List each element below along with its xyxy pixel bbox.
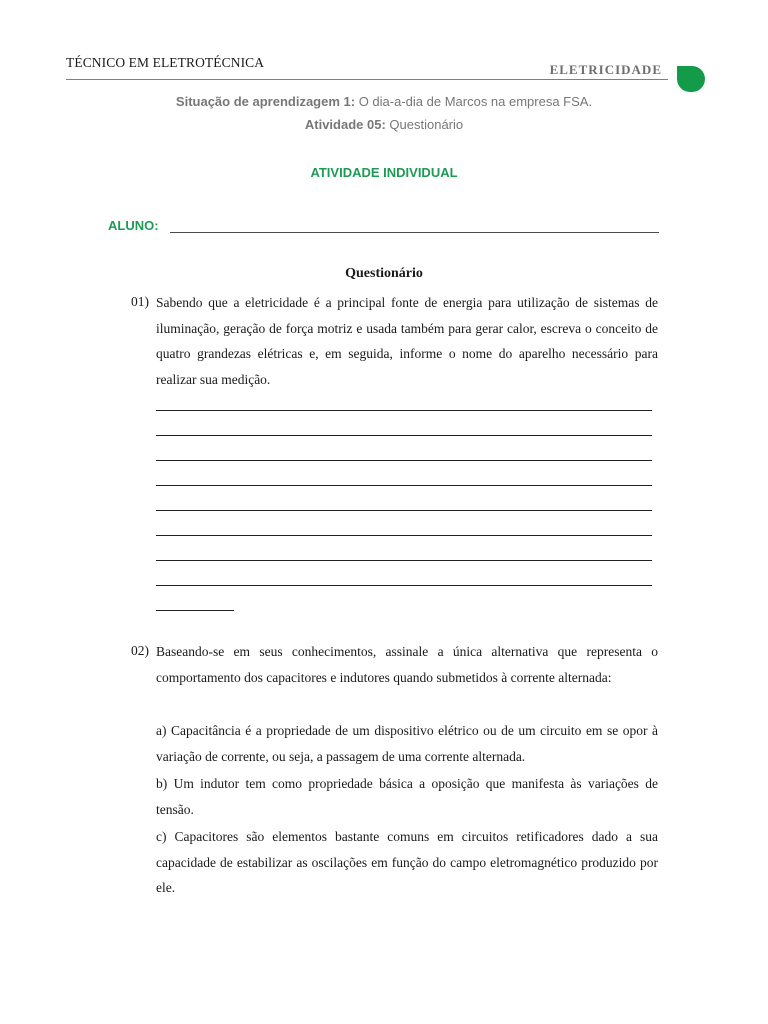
answer-line[interactable] — [156, 585, 652, 586]
q1-text: Sabendo que a eletricidade é a principal fonte de energia para utilização de sistemas de iluminação, geração de força motriz e usada também para gerar calor, escreva o conceito de quatro grandezas elétricas e, em seguida, informe o nome do aparelho necessário para realizar sua medição. — [156, 295, 658, 387]
answer-line[interactable] — [156, 535, 652, 536]
q2-option-a[interactable]: a) Capacitância é a propriedade de um dispositivo elétrico ou de um circuito em se opor à variação de corrente, ou seja, a passagem de uma corrente alternada. — [156, 723, 658, 764]
q2-text: Baseando-se em seus conhecimentos, assinale a única alternativa que representa o comportamento dos capacitores e indutores quando submetidos à corrente alternada: — [156, 644, 658, 685]
situation-text: O dia-a-dia de Marcos na empresa FSA. — [358, 94, 593, 109]
activity-label: Atividade 05: — [304, 117, 386, 132]
situation-label: Situação de aprendizagem 1: — [175, 94, 356, 109]
answer-line[interactable] — [156, 560, 652, 561]
q1-number: 01) — [131, 294, 149, 309]
answer-line-end[interactable] — [156, 610, 234, 611]
q2-option-c[interactable]: c) Capacitores são elementos bastante comuns em circuitos retificadores dado a sua capacidade de estabilizar as oscilações em função do campo eletromagnético produzido por ele. — [156, 829, 658, 895]
situation-line — [0, 94, 768, 109]
answer-line[interactable] — [156, 435, 652, 436]
q2-number: 02) — [131, 643, 149, 658]
student-name-field[interactable] — [170, 232, 659, 233]
activity-line — [0, 117, 768, 132]
subject-title: ELETRICIDADE — [549, 62, 662, 77]
course-title: TÉCNICO EM ELETROTÉCNICA — [66, 55, 265, 70]
individual-heading: ATIVIDADE INDIVIDUAL — [310, 165, 458, 180]
answer-line[interactable] — [156, 460, 652, 461]
q2-option-b[interactable]: b) Um indutor tem como propriedade básica a oposição que manifesta às variações de tensão. — [156, 776, 658, 817]
answer-line[interactable] — [156, 410, 652, 411]
student-label: ALUNO: — [108, 218, 159, 233]
answer-line[interactable] — [156, 510, 652, 511]
questionnaire-title: Questionário — [345, 266, 423, 281]
answer-line[interactable] — [156, 485, 652, 486]
activity-text: Questionário — [389, 117, 464, 132]
brand-logo-icon — [677, 66, 705, 92]
header-divider — [66, 79, 668, 80]
